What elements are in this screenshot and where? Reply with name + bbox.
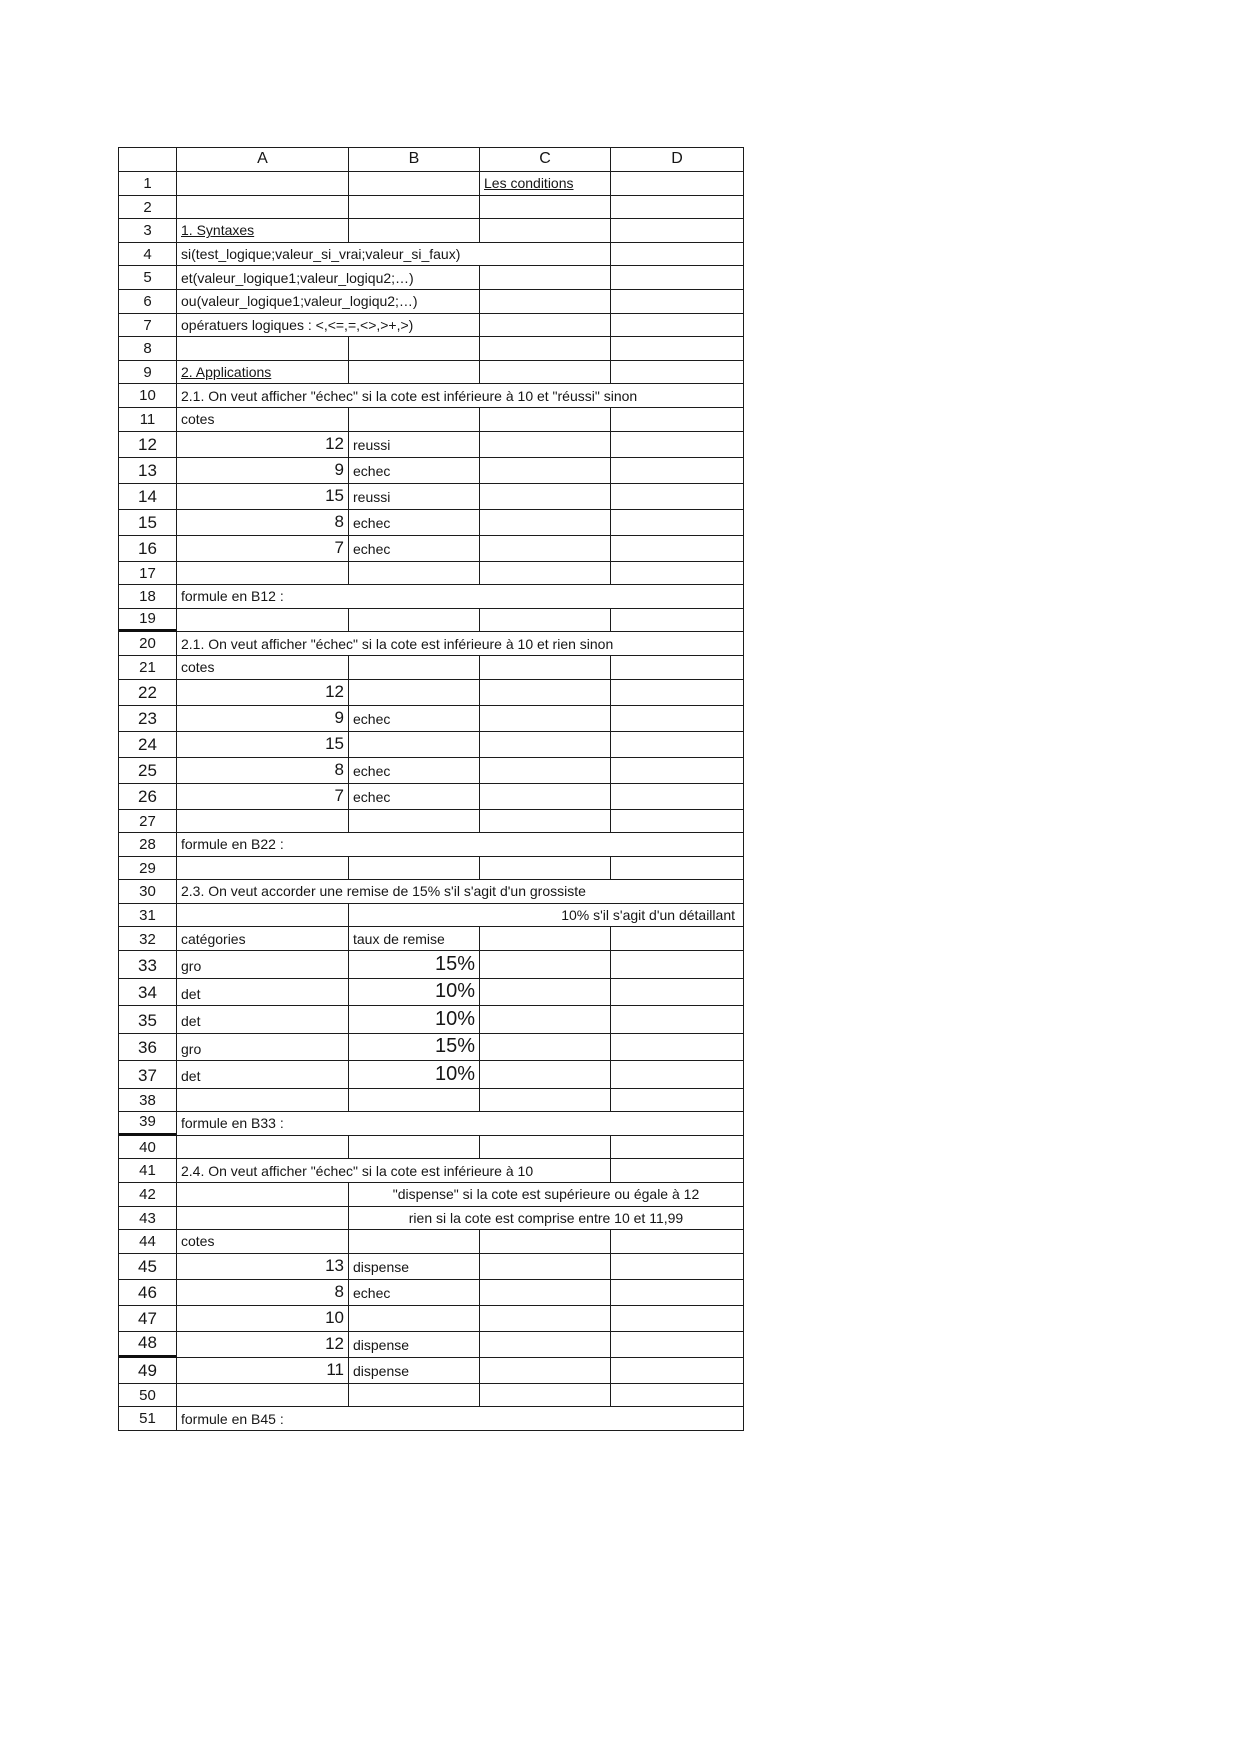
cell-C5 bbox=[480, 266, 611, 290]
cell-B22 bbox=[349, 680, 480, 706]
row-header-10: 10 bbox=[119, 384, 177, 408]
table-row-39 bbox=[119, 1112, 744, 1136]
column-header-A: A bbox=[177, 148, 349, 172]
cell-C35 bbox=[480, 1006, 611, 1034]
row-header-13: 13 bbox=[119, 458, 177, 484]
table-row-45 bbox=[119, 1254, 744, 1280]
cell-C25 bbox=[480, 758, 611, 784]
table-row-51 bbox=[119, 1407, 744, 1431]
cell-C1: Les conditions bbox=[480, 172, 611, 196]
cell-A2 bbox=[177, 196, 349, 220]
row-header-51: 51 bbox=[119, 1407, 177, 1431]
cell-A31 bbox=[177, 904, 349, 928]
row-header-31: 31 bbox=[119, 904, 177, 928]
table-row-1 bbox=[119, 172, 744, 196]
cell-B35: 10% bbox=[349, 1006, 480, 1034]
cell-A9: 2. Applications bbox=[177, 361, 349, 385]
cell-C23 bbox=[480, 706, 611, 732]
cell-A37: det bbox=[177, 1061, 349, 1089]
cell-A19 bbox=[177, 609, 349, 633]
cell-D35 bbox=[611, 1006, 744, 1034]
table-row-14 bbox=[119, 484, 744, 510]
cell-D13 bbox=[611, 458, 744, 484]
cell-B24 bbox=[349, 732, 480, 758]
cell-A1 bbox=[177, 172, 349, 196]
table-row-16 bbox=[119, 536, 744, 562]
cell-B37: 10% bbox=[349, 1061, 480, 1089]
spreadsheet-table bbox=[118, 147, 744, 1431]
cell-A25: 8 bbox=[177, 758, 349, 784]
row-header-9: 9 bbox=[119, 361, 177, 385]
table-row-36 bbox=[119, 1034, 744, 1062]
cell-B36: 15% bbox=[349, 1034, 480, 1062]
cell-D27 bbox=[611, 810, 744, 834]
row-header-40: 40 bbox=[119, 1136, 177, 1160]
cell-C37 bbox=[480, 1061, 611, 1089]
row-header-11: 11 bbox=[119, 408, 177, 432]
cell-C7 bbox=[480, 314, 611, 338]
cell-B21 bbox=[349, 656, 480, 680]
cell-B49: dispense bbox=[349, 1358, 480, 1384]
cell-C49 bbox=[480, 1358, 611, 1384]
row-header-27: 27 bbox=[119, 810, 177, 834]
cell-A6: ou(valeur_logique1;valeur_logiqu2;…) bbox=[177, 290, 480, 314]
cell-B25: echec bbox=[349, 758, 480, 784]
cell-D48 bbox=[611, 1332, 744, 1358]
cell-D12 bbox=[611, 432, 744, 458]
cell-D8 bbox=[611, 337, 744, 361]
cell-A40 bbox=[177, 1136, 349, 1160]
row-header-7: 7 bbox=[119, 314, 177, 338]
cell-C15 bbox=[480, 510, 611, 536]
cell-A28: formule en B22 : bbox=[177, 833, 744, 857]
table-row-42 bbox=[119, 1183, 744, 1207]
table-row-21 bbox=[119, 656, 744, 680]
cell-A5: et(valeur_logique1;valeur_logiqu2;…) bbox=[177, 266, 480, 290]
row-header-30: 30 bbox=[119, 880, 177, 904]
row-header-19: 19 bbox=[119, 609, 177, 633]
table-row-7 bbox=[119, 314, 744, 338]
row-header-22: 22 bbox=[119, 680, 177, 706]
table-row-29 bbox=[119, 857, 744, 881]
cell-A30: 2.3. On veut accorder une remise de 15% s'il s'agit d'un grossiste bbox=[177, 880, 744, 904]
row-header-43: 43 bbox=[119, 1207, 177, 1231]
table-row-17 bbox=[119, 562, 744, 586]
cell-B40 bbox=[349, 1136, 480, 1160]
table-row-50 bbox=[119, 1384, 744, 1408]
corner-header bbox=[119, 148, 177, 172]
table-row-26 bbox=[119, 784, 744, 810]
row-header-38: 38 bbox=[119, 1089, 177, 1113]
cell-D33 bbox=[611, 951, 744, 979]
cell-A15: 8 bbox=[177, 510, 349, 536]
cell-C22 bbox=[480, 680, 611, 706]
cell-D25 bbox=[611, 758, 744, 784]
table-row-46 bbox=[119, 1280, 744, 1306]
table-row-32 bbox=[119, 927, 744, 951]
row-header-48: 48 bbox=[119, 1332, 177, 1358]
cell-B38 bbox=[349, 1089, 480, 1113]
row-header-36: 36 bbox=[119, 1034, 177, 1062]
table-row-35 bbox=[119, 1006, 744, 1034]
table-row-10 bbox=[119, 384, 744, 408]
cell-C21 bbox=[480, 656, 611, 680]
table-row-6 bbox=[119, 290, 744, 314]
cell-D1 bbox=[611, 172, 744, 196]
row-header-37: 37 bbox=[119, 1061, 177, 1089]
cell-A14: 15 bbox=[177, 484, 349, 510]
cell-C26 bbox=[480, 784, 611, 810]
table-row-25 bbox=[119, 758, 744, 784]
cell-D4 bbox=[611, 243, 744, 267]
cell-A21: cotes bbox=[177, 656, 349, 680]
cell-A45: 13 bbox=[177, 1254, 349, 1280]
cell-A17 bbox=[177, 562, 349, 586]
table-row-40 bbox=[119, 1136, 744, 1160]
cell-B2 bbox=[349, 196, 480, 220]
column-header-D: D bbox=[611, 148, 744, 172]
cell-D40 bbox=[611, 1136, 744, 1160]
row-header-1: 1 bbox=[119, 172, 177, 196]
table-row-33 bbox=[119, 951, 744, 979]
row-header-47: 47 bbox=[119, 1306, 177, 1332]
table-row-22 bbox=[119, 680, 744, 706]
cell-C38 bbox=[480, 1089, 611, 1113]
cell-A41: 2.4. On veut afficher "échec" si la cote est inférieure à 10 bbox=[177, 1159, 611, 1183]
row-header-6: 6 bbox=[119, 290, 177, 314]
cell-B15: echec bbox=[349, 510, 480, 536]
row-header-25: 25 bbox=[119, 758, 177, 784]
cell-B46: echec bbox=[349, 1280, 480, 1306]
cell-C45 bbox=[480, 1254, 611, 1280]
cell-C27 bbox=[480, 810, 611, 834]
cell-D5 bbox=[611, 266, 744, 290]
row-header-24: 24 bbox=[119, 732, 177, 758]
row-header-35: 35 bbox=[119, 1006, 177, 1034]
row-header-49: 49 bbox=[119, 1358, 177, 1384]
cell-B19 bbox=[349, 609, 480, 633]
cell-D2 bbox=[611, 196, 744, 220]
row-header-28: 28 bbox=[119, 833, 177, 857]
cell-B8 bbox=[349, 337, 480, 361]
cell-A7: opératuers logiques : <,<=,=,<>,>+,>) bbox=[177, 314, 480, 338]
row-header-23: 23 bbox=[119, 706, 177, 732]
cell-D17 bbox=[611, 562, 744, 586]
table-row-9 bbox=[119, 361, 744, 385]
cell-A3: 1. Syntaxes bbox=[177, 219, 349, 243]
cell-A44: cotes bbox=[177, 1230, 349, 1254]
cell-C50 bbox=[480, 1384, 611, 1408]
cell-C11 bbox=[480, 408, 611, 432]
table-row-4 bbox=[119, 243, 744, 267]
cell-D47 bbox=[611, 1306, 744, 1332]
cell-B11 bbox=[349, 408, 480, 432]
cell-A34: det bbox=[177, 979, 349, 1007]
cell-B14: reussi bbox=[349, 484, 480, 510]
table-row-34 bbox=[119, 979, 744, 1007]
cell-D9 bbox=[611, 361, 744, 385]
table-row-37 bbox=[119, 1061, 744, 1089]
table-row-27 bbox=[119, 810, 744, 834]
cell-C40 bbox=[480, 1136, 611, 1160]
table-row-41 bbox=[119, 1159, 744, 1183]
cell-D45 bbox=[611, 1254, 744, 1280]
cell-A26: 7 bbox=[177, 784, 349, 810]
cell-B23: echec bbox=[349, 706, 480, 732]
cell-B50 bbox=[349, 1384, 480, 1408]
table-row-18 bbox=[119, 585, 744, 609]
row-header-2: 2 bbox=[119, 196, 177, 220]
cell-A16: 7 bbox=[177, 536, 349, 562]
cell-B12: reussi bbox=[349, 432, 480, 458]
row-header-17: 17 bbox=[119, 562, 177, 586]
cell-C32 bbox=[480, 927, 611, 951]
cell-A8 bbox=[177, 337, 349, 361]
cell-C48 bbox=[480, 1332, 611, 1358]
cell-A38 bbox=[177, 1089, 349, 1113]
cell-D19 bbox=[611, 609, 744, 633]
cell-B43: rien si la cote est comprise entre 10 et 11,99 bbox=[349, 1207, 744, 1231]
cell-D37 bbox=[611, 1061, 744, 1089]
cell-D38 bbox=[611, 1089, 744, 1113]
row-header-45: 45 bbox=[119, 1254, 177, 1280]
cell-A49: 11 bbox=[177, 1358, 349, 1384]
cell-A32: catégories bbox=[177, 927, 349, 951]
table-row-2 bbox=[119, 196, 744, 220]
cell-B26: echec bbox=[349, 784, 480, 810]
cell-A51: formule en B45 : bbox=[177, 1407, 744, 1431]
row-header-20: 20 bbox=[119, 632, 177, 656]
cell-C12 bbox=[480, 432, 611, 458]
row-header-15: 15 bbox=[119, 510, 177, 536]
cell-D32 bbox=[611, 927, 744, 951]
table-row-8 bbox=[119, 337, 744, 361]
cell-D7 bbox=[611, 314, 744, 338]
cell-A36: gro bbox=[177, 1034, 349, 1062]
row-header-4: 4 bbox=[119, 243, 177, 267]
cell-C16 bbox=[480, 536, 611, 562]
row-header-44: 44 bbox=[119, 1230, 177, 1254]
cell-A29 bbox=[177, 857, 349, 881]
cell-B44 bbox=[349, 1230, 480, 1254]
cell-A20: 2.1. On veut afficher "échec" si la cote est inférieure à 10 et rien sinon bbox=[177, 632, 744, 656]
cell-B16: echec bbox=[349, 536, 480, 562]
cell-C46 bbox=[480, 1280, 611, 1306]
cell-B42: "dispense" si la cote est supérieure ou égale à 12 bbox=[349, 1183, 744, 1207]
cell-A12: 12 bbox=[177, 432, 349, 458]
row-header-14: 14 bbox=[119, 484, 177, 510]
cell-D3 bbox=[611, 219, 744, 243]
cell-C3 bbox=[480, 219, 611, 243]
cell-A46: 8 bbox=[177, 1280, 349, 1306]
cell-D29 bbox=[611, 857, 744, 881]
table-row-23 bbox=[119, 706, 744, 732]
cell-D16 bbox=[611, 536, 744, 562]
cell-C34 bbox=[480, 979, 611, 1007]
cell-C19 bbox=[480, 609, 611, 633]
cell-A48: 12 bbox=[177, 1332, 349, 1358]
cell-A4: si(test_logique;valeur_si_vrai;valeur_si_faux) bbox=[177, 243, 611, 267]
cell-C9 bbox=[480, 361, 611, 385]
cell-C17 bbox=[480, 562, 611, 586]
table-row-49 bbox=[119, 1358, 744, 1384]
cell-A13: 9 bbox=[177, 458, 349, 484]
cell-A11: cotes bbox=[177, 408, 349, 432]
cell-D36 bbox=[611, 1034, 744, 1062]
column-header-C: C bbox=[480, 148, 611, 172]
cell-B34: 10% bbox=[349, 979, 480, 1007]
cell-A35: det bbox=[177, 1006, 349, 1034]
cell-A22: 12 bbox=[177, 680, 349, 706]
cell-C29 bbox=[480, 857, 611, 881]
row-header-42: 42 bbox=[119, 1183, 177, 1207]
cell-C36 bbox=[480, 1034, 611, 1062]
table-row-31 bbox=[119, 904, 744, 928]
row-header-41: 41 bbox=[119, 1159, 177, 1183]
row-header-34: 34 bbox=[119, 979, 177, 1007]
cell-A42 bbox=[177, 1183, 349, 1207]
cell-D6 bbox=[611, 290, 744, 314]
row-header-18: 18 bbox=[119, 585, 177, 609]
cell-B31: 10% s'il s'agit d'un détaillant bbox=[349, 904, 744, 928]
table-row-38 bbox=[119, 1089, 744, 1113]
column-header-B: B bbox=[349, 148, 480, 172]
cell-A10: 2.1. On veut afficher "échec" si la cote est inférieure à 10 et "réussi" sinon bbox=[177, 384, 744, 408]
cell-B32: taux de remise bbox=[349, 927, 480, 951]
cell-A18: formule en B12 : bbox=[177, 585, 744, 609]
cell-D34 bbox=[611, 979, 744, 1007]
cell-D23 bbox=[611, 706, 744, 732]
cell-B45: dispense bbox=[349, 1254, 480, 1280]
row-header-33: 33 bbox=[119, 951, 177, 979]
cell-D14 bbox=[611, 484, 744, 510]
row-header-26: 26 bbox=[119, 784, 177, 810]
cell-B48: dispense bbox=[349, 1332, 480, 1358]
row-header-50: 50 bbox=[119, 1384, 177, 1408]
table-row-20 bbox=[119, 632, 744, 656]
cell-A27 bbox=[177, 810, 349, 834]
cell-D21 bbox=[611, 656, 744, 680]
table-row-3 bbox=[119, 219, 744, 243]
cell-D11 bbox=[611, 408, 744, 432]
cell-A43 bbox=[177, 1207, 349, 1231]
cell-C33 bbox=[480, 951, 611, 979]
cell-D50 bbox=[611, 1384, 744, 1408]
table-row-30 bbox=[119, 880, 744, 904]
table-row-28 bbox=[119, 833, 744, 857]
row-header-3: 3 bbox=[119, 219, 177, 243]
table-row-11 bbox=[119, 408, 744, 432]
cell-B29 bbox=[349, 857, 480, 881]
cell-A24: 15 bbox=[177, 732, 349, 758]
cell-D15 bbox=[611, 510, 744, 536]
row-header-12: 12 bbox=[119, 432, 177, 458]
row-header-46: 46 bbox=[119, 1280, 177, 1306]
cell-B3 bbox=[349, 219, 480, 243]
cell-C47 bbox=[480, 1306, 611, 1332]
cell-D41 bbox=[611, 1159, 744, 1183]
table-row-43 bbox=[119, 1207, 744, 1231]
cell-D26 bbox=[611, 784, 744, 810]
cell-B9 bbox=[349, 361, 480, 385]
table-row-24 bbox=[119, 732, 744, 758]
table-row-5 bbox=[119, 266, 744, 290]
table-row-15 bbox=[119, 510, 744, 536]
table-row-19 bbox=[119, 609, 744, 633]
table-row-48 bbox=[119, 1332, 744, 1358]
row-header-39: 39 bbox=[119, 1112, 177, 1136]
cell-C13 bbox=[480, 458, 611, 484]
cell-D49 bbox=[611, 1358, 744, 1384]
cell-D44 bbox=[611, 1230, 744, 1254]
cell-A39: formule en B33 : bbox=[177, 1112, 744, 1136]
table-row-44 bbox=[119, 1230, 744, 1254]
row-header-5: 5 bbox=[119, 266, 177, 290]
cell-A23: 9 bbox=[177, 706, 349, 732]
cell-B1 bbox=[349, 172, 480, 196]
table-row-13 bbox=[119, 458, 744, 484]
cell-B47 bbox=[349, 1306, 480, 1332]
row-header-16: 16 bbox=[119, 536, 177, 562]
cell-C8 bbox=[480, 337, 611, 361]
cell-D24 bbox=[611, 732, 744, 758]
cell-D46 bbox=[611, 1280, 744, 1306]
cell-B27 bbox=[349, 810, 480, 834]
cell-A33: gro bbox=[177, 951, 349, 979]
row-header-21: 21 bbox=[119, 656, 177, 680]
cell-A50 bbox=[177, 1384, 349, 1408]
row-header-29: 29 bbox=[119, 857, 177, 881]
cell-B17 bbox=[349, 562, 480, 586]
cell-C24 bbox=[480, 732, 611, 758]
column-header-row bbox=[119, 148, 744, 172]
table-row-47 bbox=[119, 1306, 744, 1332]
cell-B13: echec bbox=[349, 458, 480, 484]
cell-B33: 15% bbox=[349, 951, 480, 979]
cell-D22 bbox=[611, 680, 744, 706]
row-header-8: 8 bbox=[119, 337, 177, 361]
cell-A47: 10 bbox=[177, 1306, 349, 1332]
table-row-12 bbox=[119, 432, 744, 458]
cell-C2 bbox=[480, 196, 611, 220]
cell-C6 bbox=[480, 290, 611, 314]
cell-C14 bbox=[480, 484, 611, 510]
cell-C44 bbox=[480, 1230, 611, 1254]
row-header-32: 32 bbox=[119, 927, 177, 951]
